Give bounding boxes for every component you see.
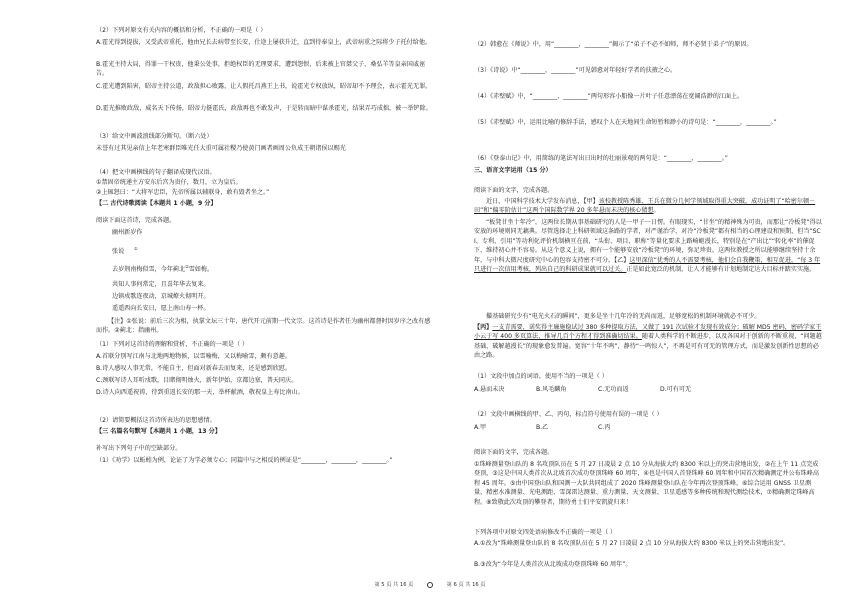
paragraph-1-lead: 近日，中国科学技术大学发布消息，【甲】 (486, 198, 599, 205)
right-page-number: 第 6 页 共 16 页 (446, 582, 486, 588)
q3-text: 未誉有过其见亲信上年老寒群臣唯光任大重可属社稷乃使黄门画者画周公负成王朝诸侯以赐光 (96, 145, 346, 152)
sentence-jia: 该校教授陈秀雄、王兵在微分几何学领域取得重大突破，成功证明了“哈密尔顿－田”和“偏零阶估计”这两个国际数学界 20 多年悬而未决的核心猜想 (474, 198, 816, 215)
q2-option-c: C.霍光遭到陷害，昭帝主持公道，政敌担心败露，让人假托昌燕王上书，说霍光专权放纵，昭帝却不予理会，表示霍光无罪。 (96, 83, 432, 90)
reading-q1-options (474, 385, 822, 395)
reading-2-intro: 阅读下面的文字，完成各题。 (474, 449, 554, 456)
paragraph-2-body: “板凳甘坐十年冷”，这两位长期从事基础研究的人是一甲子一日愣。有眼现实，“甘坐”的精神殊为可贵，而那让“冷板凳”得以安放的环境则同无藕典。尽管选择走上科研领域这条路的学者，对严谨治学、对冷“冷板凳”都有相当的心理建设和预期，但当“SCI、专利、引用”等功利化评价机制横亘在前，“头衔、项目、职称”等量化要求上路崎岖漫长，特别是在“产出比”“转化率”的催促下，维持初心并不容易。从这个意义上说，拥有一个能够安放“冷板凳”的环境，弥足珍贵。这两位教授之所以能够继续坚持十余年，与中科大微尺度研究中心的包容支持密不可分。【乙】 (474, 219, 822, 264)
poem-line-3: 边镇戍歌连夜动，京城燎火彻明开。 (112, 293, 210, 300)
poem-line-4: 遥遥西向长安日，愿上南山寿一杯。 (112, 305, 210, 312)
reading-q2-option-c: C.丙 (598, 424, 611, 431)
poem-author-name: 张说 (112, 248, 125, 256)
dictation-q5: （5）《赤壁赋》中，运用比喻的修辞手法，感叹个人在天地间生命短暂和渺小的诗句是：“________，________。” (474, 119, 777, 126)
reading-q2-options (474, 423, 822, 433)
passage-paragraph-4 (474, 323, 822, 361)
q2-option-a: A.霍光得到提拔，又受武帝重托，他由兄长去病带至长安，仕途上屡获升迁，直到待奉皇上，武帝病重之际将少子托付给他。 (96, 39, 432, 46)
poem-note-marker: ① (134, 246, 138, 251)
poem-q1-stem: （1）下列对这首诗的理解和赏析，不正确的一项是（ ） (96, 341, 249, 348)
poem-line-1-marker: ② (185, 264, 189, 269)
passage-paragraph-2 (474, 218, 822, 274)
poem-q1-option-b: B.诗人感叹人事无常，不能自主，但面对新春去而复来，还是感到欣慰。 (96, 365, 292, 372)
reading-q1-stem: （1）文段中加点的词语，使用不当的一项是（ ） (474, 373, 608, 380)
poem-line-1-tail: 雪如梅。 (188, 266, 214, 274)
reading-q2-option-a: A.甲 (474, 424, 487, 431)
poem-line-1 (112, 262, 432, 274)
reading-q1-option-d: D.可有可无 (660, 386, 692, 393)
poem-intro: 阅读下面这首诗，完成各题。 (96, 217, 176, 224)
section-2-title: 【二 古代诗歌阅读【本题共 1 小题，9 分】 (96, 200, 217, 207)
reading-q2-stem: （2）文段中画横线的甲、乙、丙句，标点符号使用有误的一项是（ ） (474, 411, 663, 418)
section-3-title: 【三 名篇名句默写【本题共 1 小题，13 分】 (96, 428, 221, 435)
reading-1-intro: 阅读下面的文字，完成各题。 (474, 187, 554, 194)
dictation-q3: （3）《诗说》中“________，________”可见韩愈对年轻好学者的扶掖之心。 (474, 67, 677, 74)
q4-sentence-2: ②上辄怒曰：“大将军忠臣，先帝所属以辅联身，敢有毁者坐之。” (96, 189, 270, 196)
dictation-q1: （1）《劝学》以蚯蚓为例，论证了为学必须专心；同篇中与之相反的例证是“________，________，________。” (96, 457, 393, 464)
dictation-q6: （6）《登泰山记》中，用简练的笔法写出日出时的壮丽景观的两句是：“________，________。” (474, 155, 728, 162)
passage-paragraph-3: 攥基础研究少有“电光火石的瞬间”，更多是坐十几年冷的无尚而返，足够宽松的机制环境就必不可少。 (486, 313, 761, 320)
q2-option-d: D.霍光推败政敌，威名天下传扬，昭帝力挺霍氏，政敌再也不敢发声，于是转而暗中谋杀霍光，结果弄巧成拙，被一举铲除。 (96, 105, 432, 112)
passage-paragraph-5: ①珠峰测量登山队的 8 名攻顶队员在 5 月 27 日凌晨 2 点 10 分从海拔大约 8300 米以上的突击营地出发，②在上午 11 点完成登顶，③这是中国人类首次从北坡首次成功登顶珠峰 60 周年，④也是中国人首登珠峰 60 周年和中国首次精确测定并公布珠峰高程 45 周年。⑤由中国登山队和国测一大队共同组成了 2020 珠峰测量登山队在今年再次登顶珠峰，⑥综合运用 GNSS 卫星测量，精密水准测量、光电测距、雪深雷达测量、重力测量、天文测量、卫星遥感等多种传统和现代测绘技术，⑦精确测定珠峰高程。⑧致敬此次攻顶的攀登者，期待勇士们平安凯旋归来！ (474, 461, 819, 506)
poem-line-1-head: 去岁荆南梅似雪，今年蓟北 (112, 266, 186, 274)
sentence-yi: 这里深信“优秀的人不需要考核，他们会自我鞭策，相互促进，“每 3 年只进行一次信用考核，列出自己的科研成果就可以过关。 (474, 256, 821, 274)
reading-q1-option-b: B.风毛麟角 (536, 386, 567, 393)
poem-q1-option-c: C.颈联写诗人耳听戍歌，目睹彻明烛火，新年伊始，京都边塞，普天同庆。 (96, 377, 298, 384)
dictation-q4: （4）《赤壁赋》中，“________，________”两句形容小船像一片叶子任意漂荡在宽阔浩渺的江面上。 (474, 93, 744, 100)
binding-hole-icon (427, 582, 433, 588)
poem-title: 幽州新岁作 (112, 229, 143, 236)
dictation-intro: 补写出下列句子中的空缺部分。 (96, 445, 182, 452)
reading-q2-option-b: B.乙 (536, 424, 549, 431)
sentence-bing: 一支青需要，诺奖得主廉施稳试过 380 多种提取方法，又做了 191 次试验才发现有效成分；破解 MD5 密码，密码学家王小云于写 400 多页算法，推导几百个方程才得到准确切结果。 (474, 324, 822, 341)
page-footer (0, 581, 860, 589)
q4-sentence-1: ①禁固帝统递主方安东后宫为贵仔，数月，立为皇后。 (96, 179, 242, 186)
poem-note: 【注】①张说：前后三次为相，执掌文坛三十年，唐代开元前期一代文宗。这首诗是作者任为幽州都督时因岁序之改有感而作。②蓟北：指幽州。 (96, 318, 431, 335)
passage-paragraph-1 (474, 197, 822, 216)
right-page-column (474, 0, 822, 608)
paragraph-4-lead: 【丙】 (474, 324, 493, 331)
poem-q1-option-d: D.诗人向西遥祝祷，待到重返长安的那一天，举杯献酒，敬祝皇上寿比南山。 (96, 389, 304, 396)
language-section-title: 三、语言文字运用（15 分） (474, 167, 552, 174)
paragraph-1-tail: 。 (653, 207, 660, 215)
paragraph-2-tail: 正是如此宽泛的机制，让人才能够有计划地制定达大目标并踏实实施。 (626, 266, 816, 274)
q3-stem: （3）给文中画波浪线部分断句。（断六处） (96, 133, 213, 140)
q4-stem: （4）把文中画横线的句子翻译成现代汉语。 (96, 169, 216, 176)
reading-q3-stem: 下列各项中对原文四处语病修改不正确的一项是（ ） (474, 529, 617, 536)
paragraph-4-tail: 随着人类科学的不断进步，以及各国对于创新的不断重视，“问题越基础，破解越漫长”的现象愈发普遍。宽容“十年不鸣”，静待“一鸣惊人”，不再是可有可无的管理方式，而是激发创新性思想的必由之路。 (474, 333, 822, 360)
reading-q3-option-b: B.③改为“今年是人类首次从北坡成功登顶珠峰 60 周年”。 (474, 561, 632, 568)
left-page-column (96, 0, 432, 608)
poem-q1-option-a: A.首联分别写江南与北地两地物候，以雪喻梅，又以梅喻雪，颇有意趣。 (96, 353, 291, 360)
q2-stem: （2）下列对原文有关内容的概括和分析，不正确的一项是（ ） (96, 27, 267, 34)
reading-q1-option-c: C.无功而返 (598, 386, 629, 393)
poem-author (112, 244, 432, 256)
reading-q3-option-a: A.①改为“珠峰测量登山队的 8 名攻顶队员在 5 月 27 日凌晨 2 点 10 分从海拔大约 8300 米以上的突击营地出发”。 (474, 540, 790, 547)
dictation-q2: （2）韩愈在《师说》中，用“________，________”揭示了“弟子不必不如师，师不必贤于弟子”的原因。 (474, 41, 753, 48)
reading-q1-option-a: A.悬而未决 (474, 386, 505, 393)
left-page-number: 第 5 页 共 16 页 (374, 582, 414, 588)
poem-line-2: 共知人事何常定，且喜年华去复来。 (112, 281, 210, 288)
poem-q2-stem: （2）请简要概括这首诗所表达的思想感情。 (96, 417, 216, 424)
q2-option-b: B.霍光主持大局，得罪一干权贵，他秉公处事，拒绝权臣的无理要求，遭到怨恨，后来被上官桀父子、桑弘羊等皇亲国戚诬告。 (96, 61, 426, 78)
